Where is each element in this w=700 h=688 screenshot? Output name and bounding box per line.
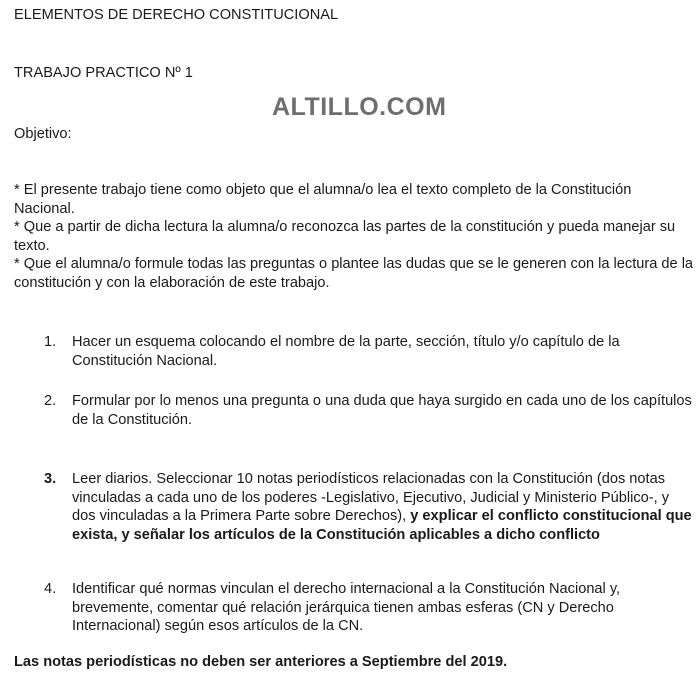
task-item bbox=[44, 333, 694, 370]
task-number: 2. bbox=[44, 393, 57, 409]
objective-item: * Que a partir de dicha lectura la alumna/o reconozca las partes de la constitución y pueda manejar su texto. bbox=[14, 219, 676, 254]
final-note: Las notas periodísticas no deben ser anteriores a Septiembre del 2019. bbox=[14, 654, 508, 670]
objective-item: * Que el alumna/o formule todas las preguntas o plantee las dudas que se le generen con la lectura de la constitución y con la elaboración de este trabajo. bbox=[14, 256, 694, 291]
objective-item: * El presente trabajo tiene como objeto que el alumna/o lea el texto completo de la Constitución Nacional. bbox=[14, 182, 632, 217]
watermark: ALTILLO.COM bbox=[272, 93, 447, 121]
objectives-list bbox=[14, 181, 694, 292]
task-number: 3. bbox=[44, 471, 57, 487]
task-item bbox=[44, 392, 694, 429]
task-number: 1. bbox=[44, 334, 57, 350]
document-title: ELEMENTOS DE DERECHO CONSTITUCIONAL bbox=[14, 7, 339, 23]
task-text: Formular por lo menos una pregunta o una duda que haya surgido en cada uno de los capítulos de la Constitución. bbox=[72, 393, 692, 428]
task-text: Identificar qué normas vinculan el derecho internacional a la Constitución Nacional y, brevemente, comentar qué relación jerárquica tienen ambas esferas (CN y Derecho Internacional) según esos artículos de la CN. bbox=[72, 581, 621, 634]
assignment-title: TRABAJO PRACTICO Nº 1 bbox=[14, 65, 193, 81]
task-bold-text: y explicar el conflicto constitucional que exista, y señalar los artículos de la Constitución aplicables a dicho conflicto bbox=[72, 508, 692, 543]
task-text: Hacer un esquema colocando el nombre de la parte, sección, título y/o capítulo de la Constitución Nacional. bbox=[72, 334, 620, 369]
task-number: 4. bbox=[44, 581, 57, 597]
task-item bbox=[44, 470, 694, 544]
task-item bbox=[44, 580, 694, 636]
task-text: Leer diarios. Seleccionar 10 notas periodísticos relacionadas con la Constitución (dos notas vinculadas a cada uno de los poderes -Legislativo, Ejecutivo, Judicial y Ministerio Público-, y dos vinculadas a la Primera Parte sobre Derechos), bbox=[72, 471, 670, 524]
task-body bbox=[72, 470, 694, 544]
objective-label: Objetivo: bbox=[14, 126, 72, 142]
